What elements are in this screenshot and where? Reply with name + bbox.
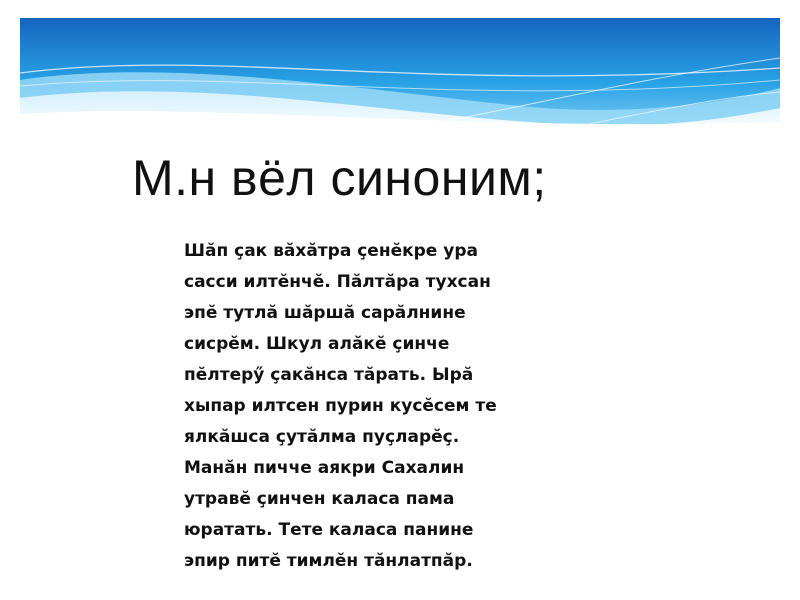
- slide-title: М.н вёл синоним;: [132, 150, 547, 206]
- wave-graphic: [20, 18, 780, 138]
- body-line: хыпар илтсен пурин кусĕсем те: [184, 396, 497, 416]
- slide-body-text: [184, 236, 584, 577]
- header-wave-banner: [20, 18, 780, 138]
- body-line: сисрĕм. Шкул алăкĕ çинче: [184, 334, 450, 354]
- body-line: Шăп çак вăхăтра çенĕкре ура: [184, 241, 478, 261]
- body-line: юратать. Тете каласа панине: [184, 520, 474, 540]
- body-line: пĕлтерӳ çакăнса тăрать. Ырă: [184, 365, 474, 385]
- body-line: Манăн пичче аякри Сахалин: [184, 458, 465, 478]
- body-line: эпир питĕ тимлĕн тăнлатпăр.: [184, 551, 473, 571]
- body-line: сасси илтĕнчĕ. Пăлтăра тухсан: [184, 272, 491, 292]
- body-line: эпĕ тутлă шăршă сарăлнине: [184, 303, 466, 323]
- body-line: ялкăшса çутăлма пуçларĕç.: [184, 427, 460, 447]
- body-line: утравĕ çинчен каласа пама: [184, 489, 455, 509]
